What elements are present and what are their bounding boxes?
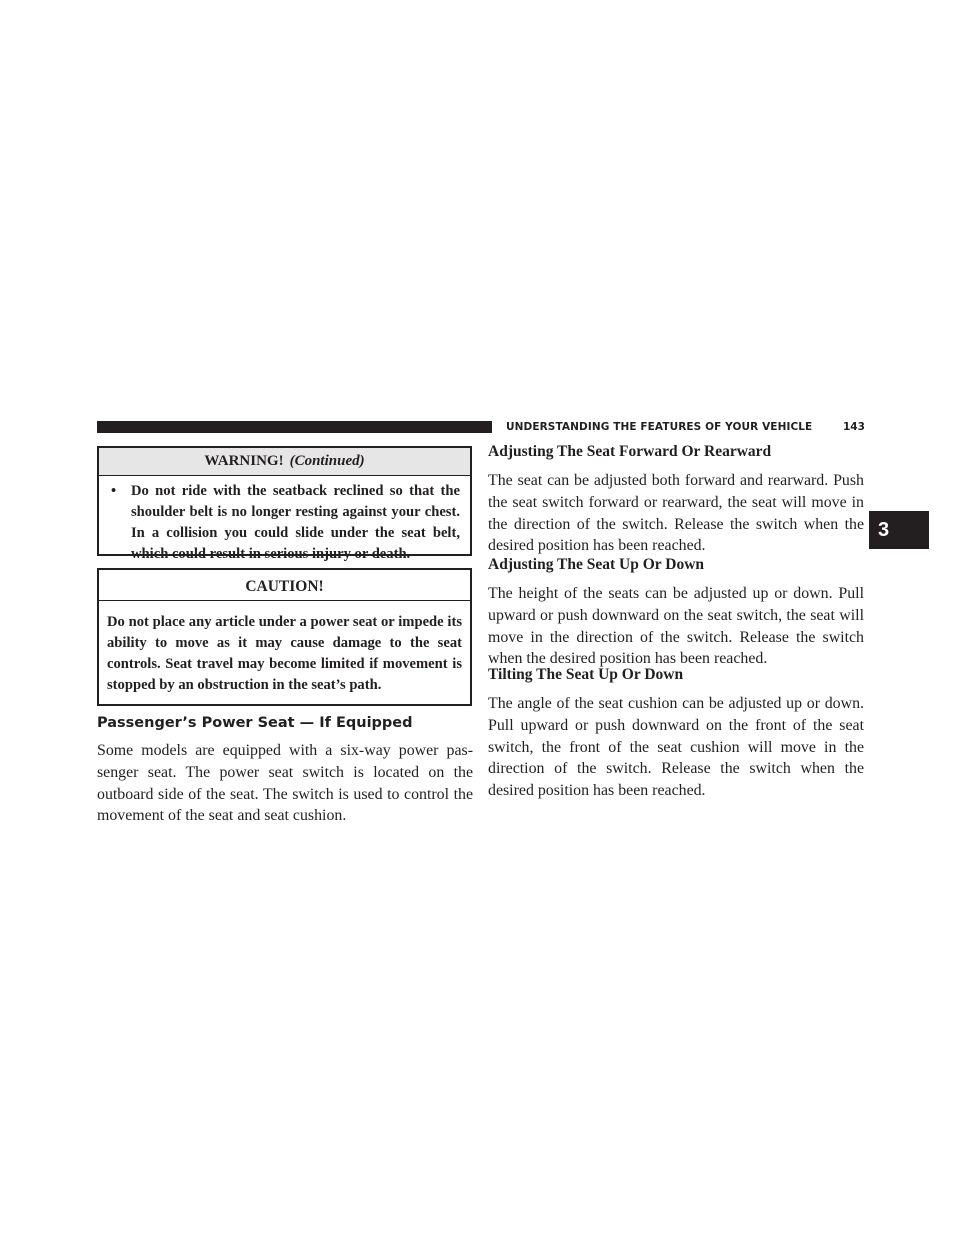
warning-continued: (Continued) (289, 453, 365, 469)
tilting-text: The angle of the seat cushion can be adjusted up or down. Pull upward or push downward on the front of the seat switch, the front of the seat cushion will move in the direction of the switch. Release the switch when the desired position has been reached. (488, 695, 864, 800)
bullet-icon: • (111, 483, 117, 499)
warning-header (99, 448, 470, 476)
caution-header: CAUTION! (99, 570, 470, 601)
caution-text: Do not place any article under a power seat or impede its ability to move as it may cause damage to the seat controls. Seat travel may become limited if movement is stopped by an obstruction in the seat’s path. (107, 614, 462, 693)
running-header-title: UNDERSTANDING THE FEATURES OF YOUR VEHICLE (506, 421, 813, 433)
forward-rearward-heading: Adjusting The Seat Forward Or Rearward (488, 443, 772, 460)
caution-box (97, 568, 472, 706)
tilting-heading: Tilting The Seat Up Or Down (488, 666, 684, 683)
chapter-tab: 3 (869, 511, 929, 549)
forward-rearward-text: The seat can be adjusted both forward and rearward. Push the seat switch forward or rearward, the seat will move in the direction of the switch. Release the switch when the desired position has been reached. (488, 472, 864, 555)
warning-box (97, 446, 472, 562)
warning-text: Do not ride with the seatback reclined so that the shoulder belt is no longer resting against your chest. In a collision you could slide under the seat belt, which could result in serious injury or death. (131, 483, 460, 562)
up-down-heading: Adjusting The Seat Up Or Down (488, 556, 705, 573)
warning-title: WARNING! (204, 453, 284, 469)
passenger-seat-heading: Passenger’s Power Seat — If Equipped (97, 715, 413, 731)
header-rule (97, 421, 492, 433)
page-number: 143 (843, 421, 865, 433)
passenger-seat-text: Some models are equipped with a six-way power pas-senger seat. The power seat switch is located on the outboard side of the seat. The switch is used to control the movement of the seat and seat cushion. (97, 742, 473, 825)
warning-body (99, 476, 470, 565)
up-down-text: The height of the seats can be adjusted up or down. Pull upward or push downward on the seat switch, the seat will move in the direction of the switch. Release the switch when the desired position has been reached. (488, 585, 864, 668)
